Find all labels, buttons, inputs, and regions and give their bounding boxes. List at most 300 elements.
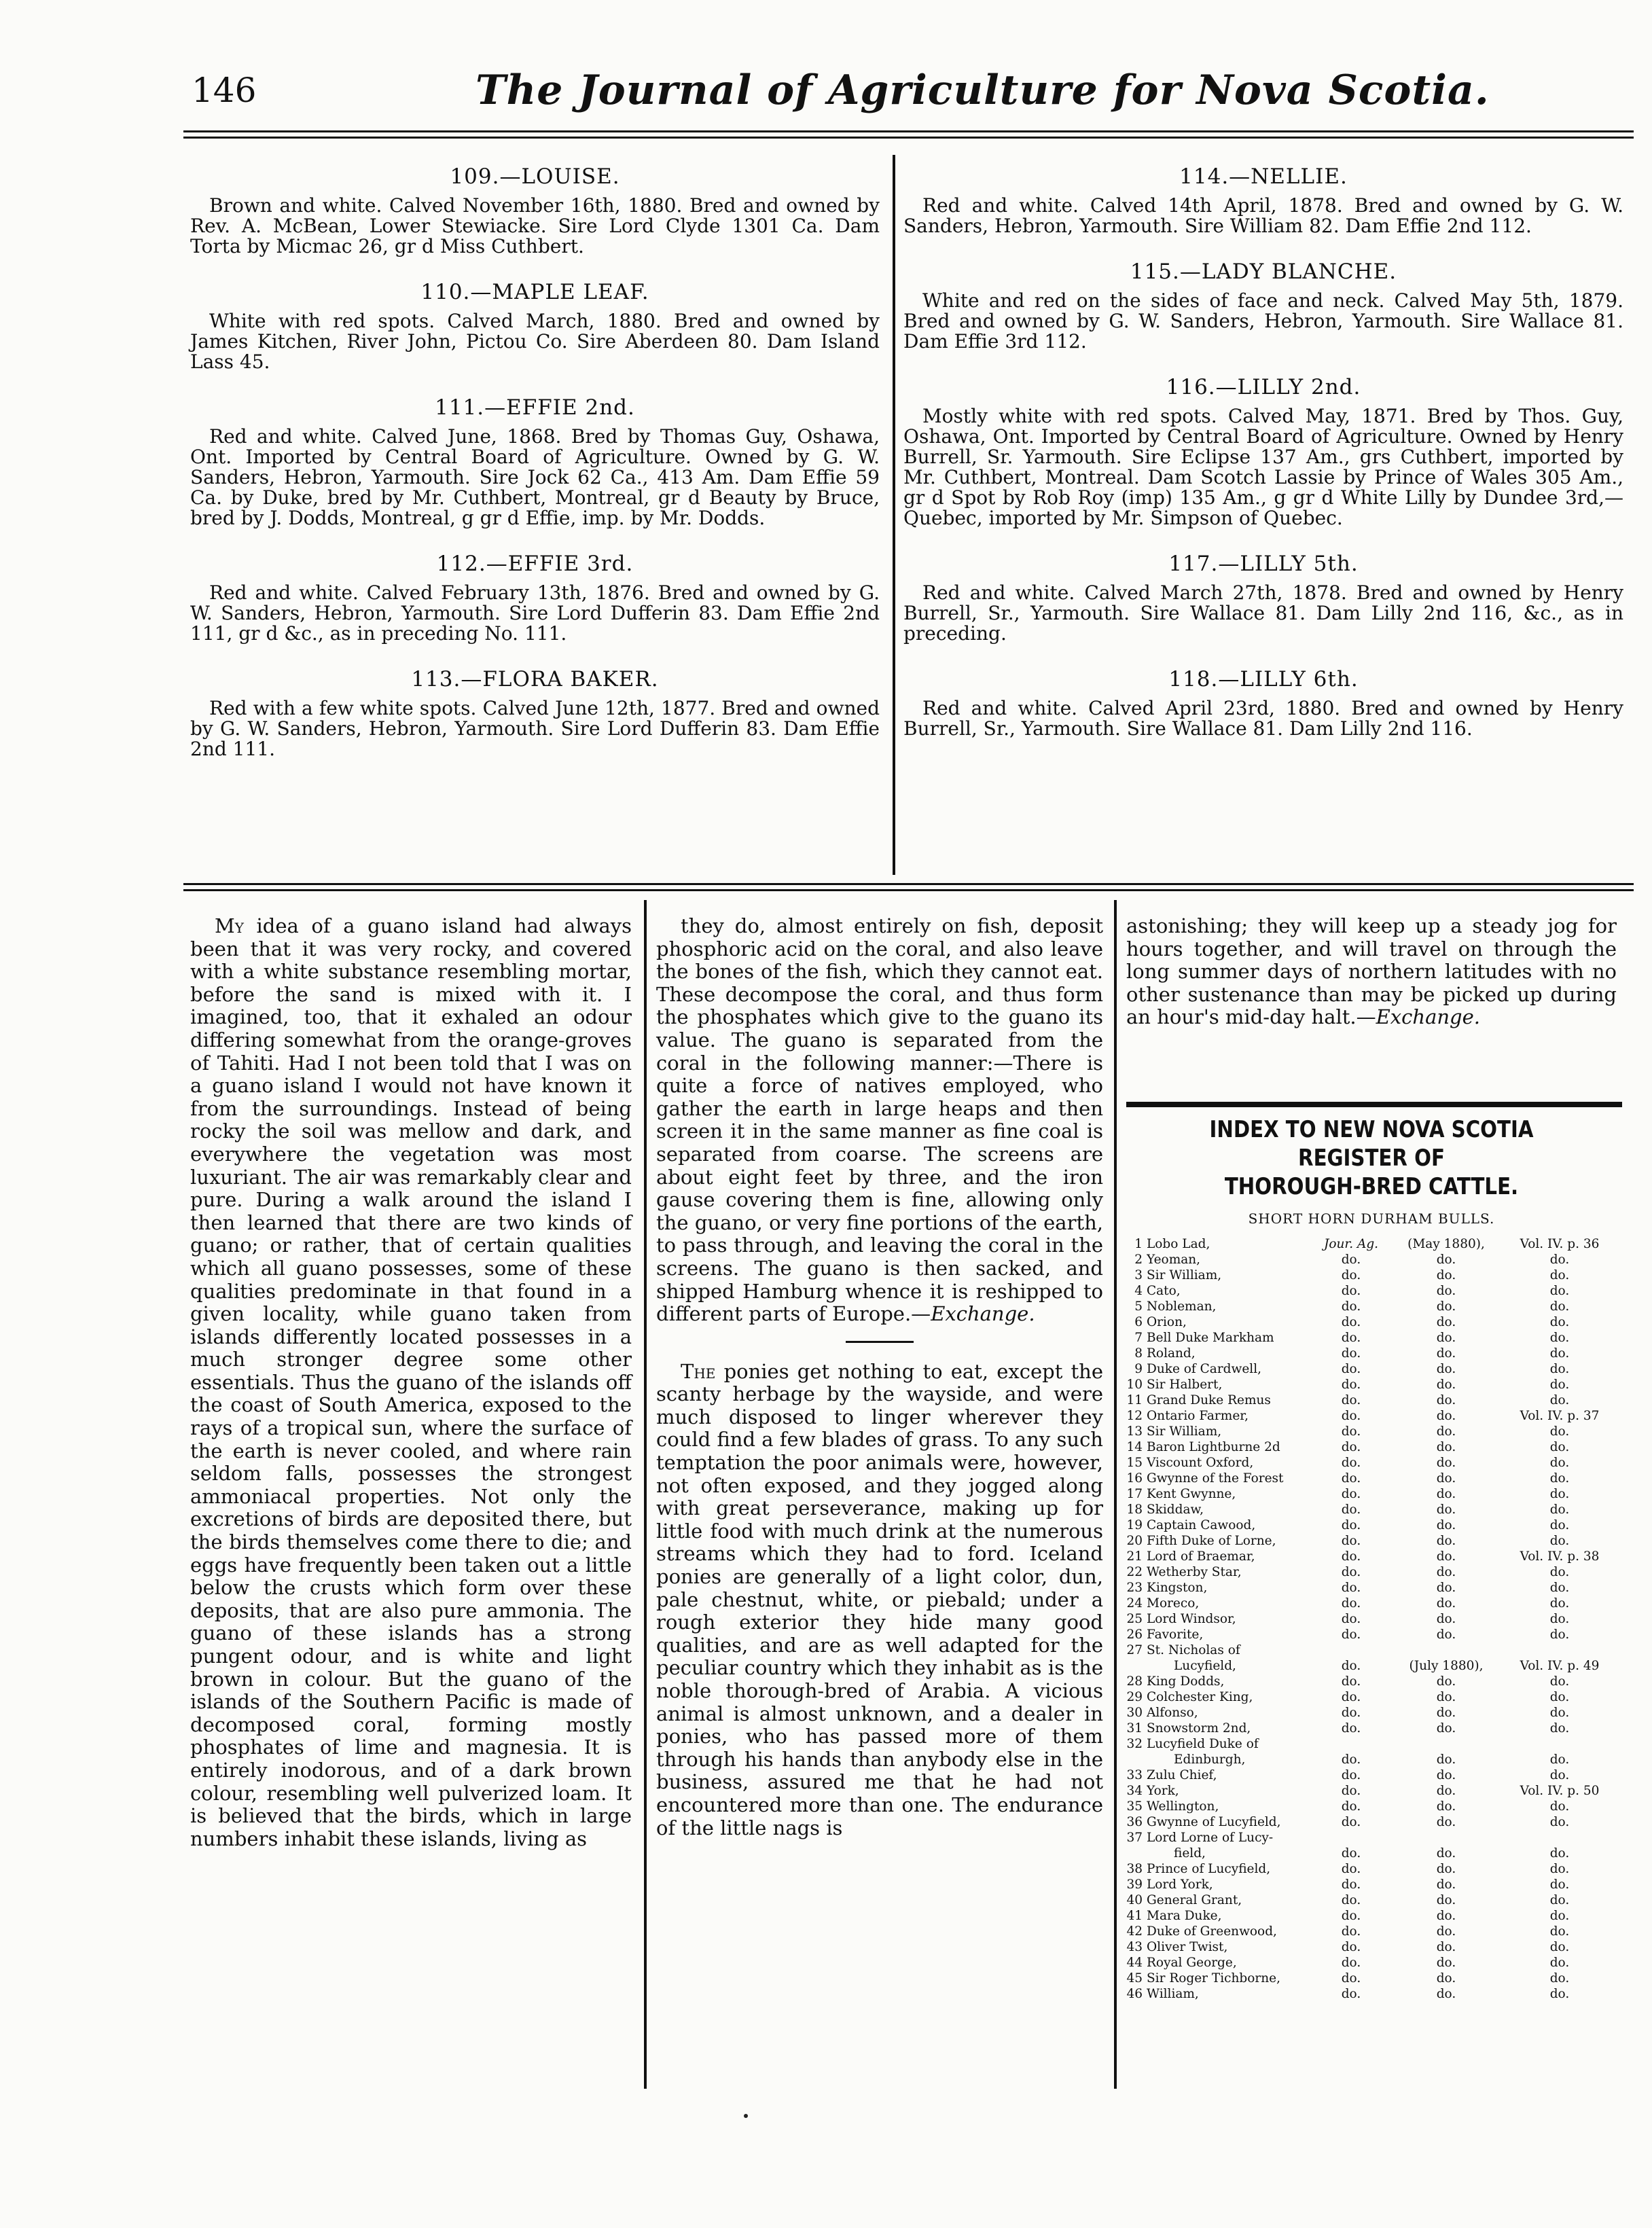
issue-ref: do. — [1436, 1862, 1456, 1876]
issue-ref: do. — [1436, 1628, 1456, 1642]
table-row — [1121, 1752, 1622, 1767]
bull-name: Kent Gwynne, — [1147, 1487, 1236, 1501]
index-top-rule — [1126, 1102, 1622, 1107]
bull-name: Grand Duke Remus — [1147, 1393, 1271, 1407]
journal-ref: do. — [1341, 1674, 1361, 1689]
index-subtitle: SHORT HORN DURHAM BULLS. — [1248, 1210, 1495, 1227]
bull-name: Lucyfield, — [1174, 1659, 1236, 1673]
entry-number: 12 — [1126, 1409, 1143, 1423]
table-row — [1121, 1705, 1622, 1721]
bull-name: Wellington, — [1147, 1799, 1219, 1814]
pedigree-entry — [190, 164, 880, 257]
journal-ref: do. — [1341, 1424, 1361, 1439]
journal-ref: do. — [1341, 1378, 1361, 1392]
journal-ref: do. — [1341, 1487, 1361, 1501]
volume-ref: do. — [1549, 1565, 1570, 1579]
entry-text: Red and white. Calved March 27th, 1878. Bred and owned by Henry Burrell, Sr., Yarmouth. Sire Wallace 81. Dam Lilly 2nd 116, &c., as in preceding. — [903, 581, 1623, 645]
journal-ref — [1307, 1736, 1395, 1752]
guano-article-column-1 — [190, 915, 632, 1850]
table-row — [1121, 1549, 1622, 1564]
entry-number: 42 — [1126, 1924, 1143, 1939]
entry-number: 2 — [1134, 1253, 1143, 1267]
issue-ref: do. — [1436, 1909, 1456, 1923]
bull-name: Duke of Cardwell, — [1147, 1362, 1262, 1376]
entry-text: Red and white. Calved April 23rd, 1880. Bred and owned by Henry Burrell, Sr., Yarmouth. Sire Wallace 81. Dam Lilly 2nd 116. — [903, 697, 1623, 740]
entry-number: 33 — [1126, 1768, 1143, 1782]
entry-title: 114.—NELLIE. — [1179, 164, 1348, 189]
volume-ref: do. — [1549, 1581, 1570, 1595]
issue-ref — [1395, 1736, 1497, 1752]
source-credit: Exchange. — [931, 1302, 1035, 1326]
running-title: The Journal of Agriculture for Nova Scotia. — [475, 67, 1490, 114]
bull-name: Oliver Twist, — [1147, 1940, 1228, 1954]
journal-ref: do. — [1341, 1815, 1361, 1829]
bull-name: Prince of Lucyfield, — [1147, 1862, 1271, 1876]
journal-ref: do. — [1341, 1659, 1361, 1673]
journal-ref: do. — [1341, 1299, 1361, 1314]
issue-ref: do. — [1436, 1362, 1456, 1376]
issue-ref: do. — [1436, 1581, 1456, 1595]
entry-number: 24 — [1126, 1596, 1143, 1611]
journal-ref: do. — [1341, 1940, 1361, 1954]
journal-ref: do. — [1341, 1909, 1361, 1923]
bull-name: Kingston, — [1147, 1581, 1208, 1595]
volume-ref — [1497, 1642, 1622, 1658]
issue-ref: do. — [1436, 1846, 1456, 1861]
bull-name: King Dodds, — [1147, 1674, 1225, 1689]
issue-ref: do. — [1436, 1674, 1456, 1689]
volume-ref: do. — [1549, 1471, 1570, 1486]
bull-name: Lord Windsor, — [1147, 1612, 1236, 1626]
entry-number: 13 — [1126, 1424, 1143, 1439]
entry-number: 4 — [1134, 1284, 1143, 1298]
journal-ref: Jour. Ag. — [1323, 1237, 1379, 1251]
journal-ref: do. — [1341, 1956, 1361, 1970]
volume-ref: do. — [1549, 1909, 1570, 1923]
table-row — [1121, 1658, 1622, 1674]
entry-title: 111.—EFFIE 2nd. — [435, 395, 635, 420]
bull-name: Lord Lorne of Lucy- — [1147, 1831, 1274, 1845]
table-row — [1121, 1627, 1622, 1642]
journal-ref: do. — [1341, 1596, 1361, 1611]
entry-text: Red and white. Calved 14th April, 1878. Bred and owned by G. W. Sanders, Hebron, Yarmouth. Sire William 82. Dam Effie 2nd 112. — [903, 194, 1623, 237]
volume-ref: do. — [1549, 1346, 1570, 1361]
journal-ref — [1307, 1830, 1395, 1846]
bull-name: Colchester King, — [1147, 1690, 1253, 1704]
table-row — [1121, 1439, 1622, 1455]
entry-number: 20 — [1126, 1534, 1143, 1548]
table-row — [1121, 1330, 1622, 1346]
pedigree-entry — [190, 552, 880, 644]
drop-cap: My — [215, 914, 244, 937]
table-row — [1121, 1564, 1622, 1580]
entry-number: 3 — [1134, 1268, 1143, 1282]
entry-number: 43 — [1126, 1940, 1143, 1954]
entries-left-column — [190, 164, 880, 783]
pedigree-entry — [190, 280, 880, 372]
volume-ref: do. — [1549, 1815, 1570, 1829]
table-row — [1121, 1236, 1622, 1252]
journal-ref: do. — [1341, 1924, 1361, 1939]
volume-ref: do. — [1549, 1424, 1570, 1439]
journal-ref: do. — [1341, 1331, 1361, 1345]
issue-ref: do. — [1436, 1424, 1456, 1439]
volume-ref: do. — [1549, 1299, 1570, 1314]
entry-number: 16 — [1126, 1471, 1143, 1486]
issue-ref: do. — [1436, 1690, 1456, 1704]
bull-name: Baron Lightburne 2d — [1147, 1440, 1280, 1454]
volume-ref: Vol. IV. p. 50 — [1520, 1784, 1600, 1798]
journal-ref: do. — [1341, 1393, 1361, 1407]
issue-ref: do. — [1436, 1518, 1456, 1532]
table-row — [1121, 1596, 1622, 1611]
volume-ref: do. — [1549, 1706, 1570, 1720]
volume-ref: do. — [1549, 1893, 1570, 1907]
issue-ref: do. — [1436, 1893, 1456, 1907]
bull-name: William, — [1147, 1987, 1199, 2001]
entry-number: 11 — [1126, 1393, 1143, 1407]
entry-number: 10 — [1126, 1378, 1143, 1392]
entry-text: Brown and white. Calved November 16th, 1880. Bred and owned by Rev. A. McBean, Lower Stewiacke. Sire Lord Clyde 1301 Ca. Dam Torta by Micmac 26, gr d Miss Cuthbert. — [190, 194, 880, 257]
table-row — [1121, 1346, 1622, 1361]
volume-ref: do. — [1549, 1862, 1570, 1876]
volume-ref: do. — [1549, 1924, 1570, 1939]
issue-ref: do. — [1436, 1784, 1456, 1798]
volume-ref: do. — [1549, 1284, 1570, 1298]
volume-ref: do. — [1549, 1799, 1570, 1814]
table-row — [1121, 1283, 1622, 1299]
issue-ref: do. — [1436, 1346, 1456, 1361]
bull-name: General Grant, — [1147, 1893, 1242, 1907]
entry-text: Mostly white with red spots. Calved May, 1871. Bred by Thos. Guy, Oshawa, Ont. Imported by Central Board of Agriculture. Owned by Henry Burrell, Sr. Yarmouth. Sire Eclipse 137 Am., grs Cuthbert, imported by Mr. Cuthbert, Montreal. Dam Scotch Lassie by Prince of Wales 305 Am., gr d Spot by Rob Roy (imp) 135 Am., g gr d White Lilly by Dundee 3rd,—Quebec, imported by Mr. Simpson of Quebec. — [903, 405, 1623, 529]
table-row — [1121, 1877, 1622, 1892]
volume-ref: do. — [1549, 1393, 1570, 1407]
table-row — [1121, 1908, 1622, 1924]
bull-name: Snowstorm 2nd, — [1147, 1721, 1251, 1736]
table-row — [1121, 1830, 1622, 1846]
journal-ref: do. — [1341, 1362, 1361, 1376]
entry-title: 116.—LILLY 2nd. — [1166, 375, 1361, 399]
bull-name: Sir William, — [1147, 1424, 1222, 1439]
volume-ref: do. — [1549, 1596, 1570, 1611]
journal-ref: do. — [1341, 1284, 1361, 1298]
entry-number: 29 — [1126, 1690, 1143, 1704]
table-row — [1121, 1971, 1622, 1986]
article-column-3 — [1126, 915, 1617, 1029]
bull-name: Bell Duke Markham — [1147, 1331, 1274, 1345]
table-row — [1121, 1799, 1622, 1814]
issue-ref: do. — [1436, 1987, 1456, 2001]
issue-ref — [1395, 1830, 1497, 1846]
entry-title: 113.—FLORA BAKER. — [411, 667, 659, 691]
table-row — [1121, 1299, 1622, 1314]
journal-ref: do. — [1341, 1753, 1361, 1767]
pedigree-entry — [903, 552, 1623, 644]
issue-ref: do. — [1436, 1956, 1456, 1970]
bull-name: York, — [1147, 1784, 1179, 1798]
volume-ref: do. — [1549, 1456, 1570, 1470]
bull-name: Alfonso, — [1147, 1706, 1198, 1720]
issue-ref: do. — [1436, 1284, 1456, 1298]
register-index — [1121, 1115, 1622, 2002]
entry-text: White with red spots. Calved March, 1880. Bred and owned by James Kitchen, River John, Pictou Co. Sire Aberdeen 80. Dam Island Lass 45. — [190, 310, 880, 373]
issue-ref: do. — [1436, 1706, 1456, 1720]
entry-title: 118.—LILLY 6th. — [1168, 667, 1359, 691]
entry-number: 22 — [1126, 1565, 1143, 1579]
bull-name: St. Nicholas of — [1147, 1643, 1240, 1657]
journal-ref: do. — [1341, 1877, 1361, 1892]
volume-ref: do. — [1549, 1331, 1570, 1345]
bull-name: Gwynne of the Forest — [1147, 1471, 1284, 1486]
table-row — [1121, 1314, 1622, 1330]
issue-ref: do. — [1436, 1331, 1456, 1345]
entry-number: 18 — [1126, 1503, 1143, 1517]
volume-ref: do. — [1549, 1987, 1570, 2001]
entry-number: 8 — [1134, 1346, 1143, 1361]
entry-number: 46 — [1126, 1987, 1143, 2001]
pedigree-entry — [903, 375, 1623, 528]
issue-ref: do. — [1436, 1378, 1456, 1392]
issue-ref: do. — [1436, 1940, 1456, 1954]
table-row — [1121, 1642, 1622, 1658]
volume-ref: do. — [1549, 1362, 1570, 1376]
table-row — [1121, 1861, 1622, 1877]
table-row — [1121, 1502, 1622, 1517]
entry-number: 34 — [1126, 1784, 1143, 1798]
journal-ref: do. — [1341, 1862, 1361, 1876]
issue-ref: do. — [1436, 1799, 1456, 1814]
journal-ref: do. — [1341, 1346, 1361, 1361]
volume-ref: do. — [1549, 1768, 1570, 1782]
index-title-line: THOROUGH-BRED CATTLE. — [1224, 1173, 1519, 1200]
issue-ref: do. — [1436, 1503, 1456, 1517]
bull-name: Moreco, — [1147, 1596, 1200, 1611]
issue-ref: do. — [1436, 1753, 1456, 1767]
table-row — [1121, 1252, 1622, 1268]
journal-ref: do. — [1341, 1799, 1361, 1814]
bull-name: Mara Duke, — [1147, 1909, 1222, 1923]
table-row — [1121, 1924, 1622, 1939]
entry-number: 7 — [1134, 1331, 1143, 1345]
bull-name: Captain Cawood, — [1147, 1518, 1256, 1532]
journal-ref: do. — [1341, 1253, 1361, 1267]
volume-ref: do. — [1549, 1534, 1570, 1548]
volume-ref: do. — [1549, 1503, 1570, 1517]
volume-ref: do. — [1549, 1628, 1570, 1642]
entry-number: 35 — [1126, 1799, 1143, 1814]
table-row — [1121, 1986, 1622, 2002]
volume-ref: do. — [1549, 1940, 1570, 1954]
entry-text: Red with a few white spots. Calved June 12th, 1877. Bred and owned by G. W. Sanders, Hebron, Yarmouth. Sire Lord Dufferin 83. Dam Effie 2nd 111. — [190, 697, 880, 760]
entry-number: 37 — [1126, 1831, 1143, 1845]
volume-ref: do. — [1549, 1971, 1570, 1986]
article-separator — [846, 1341, 914, 1343]
issue-ref: do. — [1436, 1815, 1456, 1829]
volume-ref: do. — [1549, 1753, 1570, 1767]
volume-ref: do. — [1549, 1518, 1570, 1532]
entry-number — [1121, 1846, 1147, 1861]
entry-number: 32 — [1126, 1737, 1143, 1751]
journal-ref: do. — [1341, 1549, 1361, 1564]
journal-ref: do. — [1341, 1440, 1361, 1454]
entry-number: 38 — [1126, 1862, 1143, 1876]
issue-ref: do. — [1436, 1877, 1456, 1892]
pedigree-entry — [903, 667, 1623, 739]
paragraph-text: ponies get nothing to eat, except the scanty herbage by the wayside, and were much disposed to linger wherever they could find a few blades of grass. To any such temptation the poor animals were, however, not often exposed, and they jogged along with great perseverance, making up for little food with much drink at the numerous streams which they had to ford. Iceland ponies are generally of a light color, dun, pale chestnut, white, or piebald; under a rough exterior they hide many good qualities, and are as well adapted for the peculiar country which they inhabit as is the noble thorough-bred of Arabia. A vicious animal is almost unknown, and a dealer in ponies, who has passed more of them through his hands than anybody else in the business, assured me that he had not encountered more than one. The endurance of the little nags is — [656, 1359, 1104, 1839]
table-row — [1121, 1517, 1622, 1533]
volume-ref: do. — [1549, 1721, 1570, 1736]
bull-name: field, — [1174, 1846, 1206, 1861]
journal-ref: do. — [1341, 1503, 1361, 1517]
issue-ref: do. — [1436, 1534, 1456, 1548]
issue-ref: (May 1880), — [1407, 1237, 1485, 1251]
volume-ref: Vol. IV. p. 49 — [1520, 1659, 1600, 1673]
entry-number: 14 — [1126, 1440, 1143, 1454]
page-number: 146 — [192, 71, 257, 110]
issue-ref: do. — [1436, 1456, 1456, 1470]
table-row — [1121, 1783, 1622, 1799]
issue-ref — [1395, 1642, 1497, 1658]
issue-ref: do. — [1436, 1487, 1456, 1501]
volume-ref — [1497, 1830, 1622, 1846]
header-rule — [183, 130, 1634, 139]
journal-ref — [1307, 1642, 1395, 1658]
bull-name: Viscount Oxford, — [1147, 1456, 1254, 1470]
bull-name: Sir Roger Tichborne, — [1147, 1971, 1280, 1986]
entry-title: 115.—LADY BLANCHE. — [1130, 259, 1397, 284]
paragraph-text: idea of a guano island had always been that it was very rocky, and covered with a white substance resembling mortar, before the sand is mixed with it. I imagined, too, that it exhaled an odour differing somewhat from the orange-groves of Tahiti. Had I not been told that I was on a guano island I would not have known it from the surroundings. Instead of being rocky the soil was mellow and dark, and everywhere the vegetation was most luxuriant. The air was remarkably clear and pure. During a walk around the island I then learned that there are two kinds of guano; or rather, that of certain qualities which all guano possesses, some of these qualities predominate in that found in a given locality, while guano taken from islands differently located possesses in a much stronger degree some other essentials. Thus the guano of the islands off the coast of South America, exposed to the rays of a tropical sun, where the surface of the earth is never cooled, and where rain seldom falls, possesses the strongest ammoniacal properties. Not only the excretions of birds are deposited there, but the birds themselves come there to die; and eggs have frequently been taken out a little below the crusts which form over these deposits, that are also pure ammonia. The guano of these islands has a strong pungent odour, and is white and light brown in colour. But the guano of the islands of the Southern Pacific is made of decomposed coral, forming mostly phosphates of lime and magnesia. It is entirely inodorous, and of a dark brown colour, resembling well pulverized loam. It is believed that the birds, which in large numbers inhabit these islands, living as — [190, 914, 632, 1850]
register-table — [1121, 1236, 1622, 2002]
article-column-divider — [644, 900, 647, 2089]
bull-name: Nobleman, — [1147, 1299, 1217, 1314]
paragraph-text: astonishing; they will keep up a steady jog for hours together, and will travel on through the long summer days of northern latitudes with no other sustenance than may be picked up during an hour's mid-day halt.— — [1126, 914, 1617, 1029]
entry-number: 17 — [1126, 1487, 1143, 1501]
bull-name: Fifth Duke of Lorne, — [1147, 1534, 1276, 1548]
issue-ref: do. — [1436, 1596, 1456, 1611]
table-row — [1121, 1674, 1622, 1689]
ponies-article-continuation — [1126, 915, 1617, 1029]
entry-number: 31 — [1126, 1721, 1143, 1736]
issue-ref: do. — [1436, 1299, 1456, 1314]
pedigree-entry — [903, 164, 1623, 236]
pedigree-entry — [190, 395, 880, 528]
volume-ref: do. — [1549, 1315, 1570, 1329]
bull-name: Gwynne of Lucyfield, — [1147, 1815, 1281, 1829]
bull-name: Zulu Chief, — [1147, 1768, 1217, 1782]
entry-number: 44 — [1126, 1956, 1143, 1970]
entry-number: 45 — [1126, 1971, 1143, 1986]
register-table-body — [1121, 1236, 1622, 2002]
volume-ref: do. — [1549, 1956, 1570, 1970]
entry-title: 110.—MAPLE LEAF. — [420, 280, 649, 304]
table-row — [1121, 1892, 1622, 1908]
table-row — [1121, 1455, 1622, 1471]
volume-ref: do. — [1549, 1268, 1570, 1282]
bull-name: Yeoman, — [1147, 1253, 1201, 1267]
entry-number: 19 — [1126, 1518, 1143, 1532]
journal-ref: do. — [1341, 1721, 1361, 1736]
entry-number: 30 — [1126, 1706, 1143, 1720]
table-row — [1121, 1846, 1622, 1861]
volume-ref: do. — [1549, 1487, 1570, 1501]
bull-name: Cato, — [1147, 1284, 1181, 1298]
bull-name: Sir Halbert, — [1147, 1378, 1223, 1392]
bull-name: Sir William, — [1147, 1268, 1222, 1282]
drop-cap: The — [681, 1359, 716, 1383]
journal-ref: do. — [1341, 1534, 1361, 1548]
journal-ref: do. — [1341, 1690, 1361, 1704]
bull-name: Skiddaw, — [1147, 1503, 1204, 1517]
table-row — [1121, 1408, 1622, 1424]
issue-ref: (July 1880), — [1409, 1659, 1484, 1673]
guano-article-text — [656, 915, 1103, 1326]
issue-ref: do. — [1436, 1924, 1456, 1939]
entry-text: Red and white. Calved June, 1868. Bred by Thomas Guy, Oshawa, Ont. Imported by Central Board of Agriculture. Owned by G. W. Sanders, Hebron, Yarmouth. Sire Jock 62 Ca., 413 Am. Dam Effie 59 Ca. by Duke, bred by Mr. Cuthbert, Montreal, gr d Beauty by Bruce, bred by J. Dodds, Montreal, g gr d Effie, imp. by Mr. Dodds. — [190, 425, 880, 529]
journal-ref: do. — [1341, 1846, 1361, 1861]
entry-number: 28 — [1126, 1674, 1143, 1689]
journal-ref: do. — [1341, 1518, 1361, 1532]
table-row — [1121, 1361, 1622, 1377]
section-rule — [183, 883, 1634, 891]
entry-number: 1 — [1134, 1237, 1143, 1251]
journal-ref: do. — [1341, 1893, 1361, 1907]
journal-ref: do. — [1341, 1581, 1361, 1595]
table-row — [1121, 1767, 1622, 1783]
table-row — [1121, 1424, 1622, 1439]
issue-ref: do. — [1436, 1268, 1456, 1282]
entry-number: 5 — [1134, 1299, 1143, 1314]
table-row — [1121, 1392, 1622, 1408]
journal-ref: do. — [1341, 1628, 1361, 1642]
volume-ref — [1497, 1736, 1622, 1752]
journal-ref: do. — [1341, 1268, 1361, 1282]
index-title — [1156, 1115, 1587, 1201]
journal-ref: do. — [1341, 1315, 1361, 1329]
paragraph-text: they do, almost entirely on fish, deposit phosphoric acid on the coral, and also leave the bones of the fish, which they cannot eat. These decompose the coral, and thus form the phosphates which give to the guano its value. The guano is separated from the coral in the following manner:—There is quite a force of natives employed, who gather the earth in large heaps and then screen it in the same manner as fine coal is separated from coarse. The screens are about eight feet by three, and the iron gause covering them is fine, allowing only the guano, or very fine portions of the earth, to pass through, and leaving the coral in the screens. The guano is then sacked, and shipped Hamburg whence it is reshipped to different parts of Europe.— — [656, 914, 1103, 1326]
entry-title: 112.—EFFIE 3rd. — [436, 552, 634, 576]
volume-ref: Vol. IV. p. 37 — [1520, 1409, 1600, 1423]
entry-number: 36 — [1126, 1815, 1143, 1829]
bull-name: Lobo Lad, — [1147, 1237, 1210, 1251]
journal-ref: do. — [1341, 1409, 1361, 1423]
entry-number: 41 — [1126, 1909, 1143, 1923]
entry-number: 15 — [1126, 1456, 1143, 1470]
volume-ref: do. — [1549, 1378, 1570, 1392]
entry-number: 21 — [1126, 1549, 1143, 1564]
issue-ref: do. — [1436, 1393, 1456, 1407]
entry-number: 27 — [1126, 1643, 1143, 1657]
issue-ref: do. — [1436, 1612, 1456, 1626]
bull-name: Lord York, — [1147, 1877, 1213, 1892]
bull-name: Duke of Greenwood, — [1147, 1924, 1277, 1939]
entry-text: Red and white. Calved February 13th, 1876. Bred and owned by G. W. Sanders, Hebron, Yarmouth. Sire Lord Dufferin 83. Dam Effie 2nd 111, gr d &c., as in preceding No. 111. — [190, 581, 880, 645]
journal-ref: do. — [1341, 1971, 1361, 1986]
source-credit: Exchange. — [1376, 1005, 1480, 1029]
entry-number — [1121, 1658, 1147, 1674]
table-row — [1121, 1689, 1622, 1705]
table-row — [1121, 1533, 1622, 1549]
bull-name: Ontario Farmer, — [1147, 1409, 1249, 1423]
table-row — [1121, 1955, 1622, 1971]
bull-name: Royal George, — [1147, 1956, 1237, 1970]
journal-ref: do. — [1341, 1987, 1361, 2001]
entry-number — [1121, 1752, 1147, 1767]
bull-name: Wetherby Star, — [1147, 1565, 1242, 1579]
issue-ref: do. — [1436, 1440, 1456, 1454]
guano-article-text — [190, 915, 632, 1850]
journal-ref: do. — [1341, 1612, 1361, 1626]
article-column-divider — [1114, 900, 1117, 2089]
